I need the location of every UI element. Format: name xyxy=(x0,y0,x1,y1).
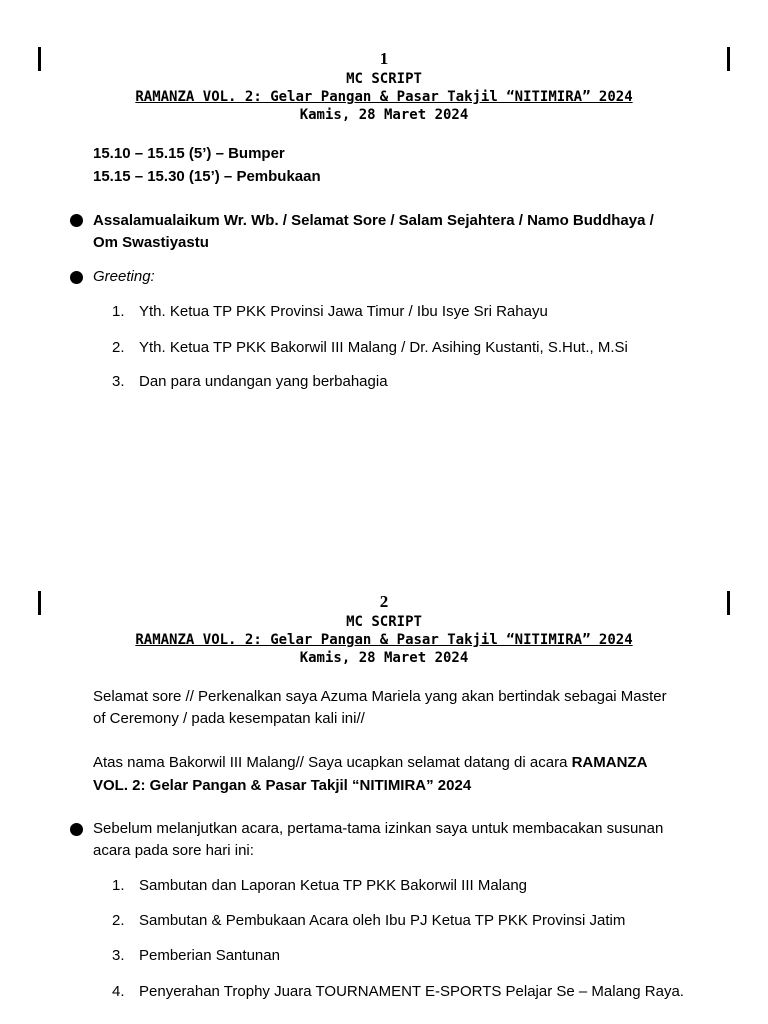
intro-line-2: of Ceremony / pada kesempatan kali ini// xyxy=(93,710,365,727)
list-number: 2. xyxy=(112,912,125,929)
list-item: Dan para undangan yang berbahagia xyxy=(139,373,388,390)
event-title-text: RAMANZA VOL. 2: Gelar Pangan & Pasar Takjil “NITIMIRA” 2024 xyxy=(135,89,633,105)
list-item: Penyerahan Trophy Juara TOURNAMENT E-SPORTS Pelajar Se – Malang Raya. xyxy=(139,983,684,1000)
schedule-line-2: 15.15 – 15.30 (15’) – Pembukaan xyxy=(93,168,321,185)
list-number: 4. xyxy=(112,983,125,1000)
event-date: Kamis, 28 Maret 2024 xyxy=(299,107,469,123)
list-item: Yth. Ketua TP PKK Provinsi Jawa Timur / Ibu Isye Sri Rahayu xyxy=(139,303,548,320)
page-number: 1 xyxy=(379,49,389,68)
list-item: Yth. Ketua TP PKK Bakorwil III Malang / Dr. Asihing Kustanti, S.Hut., M.Si xyxy=(139,339,628,356)
schedule-line-1: 15.10 – 15.15 (5’) – Bumper xyxy=(93,145,285,162)
list-number: 2. xyxy=(112,339,125,356)
agenda-intro-line-2: acara pada sore hari ini: xyxy=(93,842,254,859)
list-item: Sambutan & Pembukaan Acara oleh Ibu PJ Ketua TP PKK Provinsi Jatim xyxy=(139,912,626,929)
mc-script-label: MC SCRIPT xyxy=(346,71,422,87)
bullet-dot xyxy=(70,214,83,227)
list-item: Pemberian Santunan xyxy=(139,947,280,964)
event-title xyxy=(0,88,768,106)
welcome-line-1 xyxy=(93,752,647,774)
welcome-line-2: VOL. 2: Gelar Pangan & Pasar Takjil “NITIMIRA” 2024 xyxy=(93,777,472,794)
list-item: Sambutan dan Laporan Ketua TP PKK Bakorwil III Malang xyxy=(139,877,528,894)
event-date: Kamis, 28 Maret 2024 xyxy=(299,650,469,666)
intro-line-1: Selamat sore // Perkenalkan saya Azuma Mariela yang akan bertindak sebagai Master xyxy=(93,688,667,705)
list-number: 1. xyxy=(112,303,125,320)
page-number: 2 xyxy=(379,592,389,611)
welcome-event-name: RAMANZA xyxy=(571,754,648,771)
list-number: 3. xyxy=(112,373,125,390)
page-2 xyxy=(0,560,768,1024)
event-title-text: RAMANZA VOL. 2: Gelar Pangan & Pasar Takjil “NITIMIRA” 2024 xyxy=(135,632,633,648)
list-number: 3. xyxy=(112,947,125,964)
mc-script-label: MC SCRIPT xyxy=(346,614,422,630)
greeting-label: Greeting: xyxy=(93,268,155,285)
list-number: 1. xyxy=(112,877,125,894)
bullet-dot xyxy=(70,823,83,836)
event-title xyxy=(0,631,768,649)
salam-line-1: Assalamualaikum Wr. Wb. / Selamat Sore / Salam Sejahtera / Namo Buddhaya / xyxy=(93,212,654,229)
welcome-text: Atas nama Bakorwil III Malang// Saya ucapkan selamat datang di acara xyxy=(93,754,572,771)
agenda-intro-line-1: Sebelum melanjutkan acara, pertama-tama izinkan saya untuk membacakan susunan xyxy=(93,820,664,837)
bullet-dot xyxy=(70,271,83,284)
salam-line-2: Om Swastiyastu xyxy=(93,234,209,251)
